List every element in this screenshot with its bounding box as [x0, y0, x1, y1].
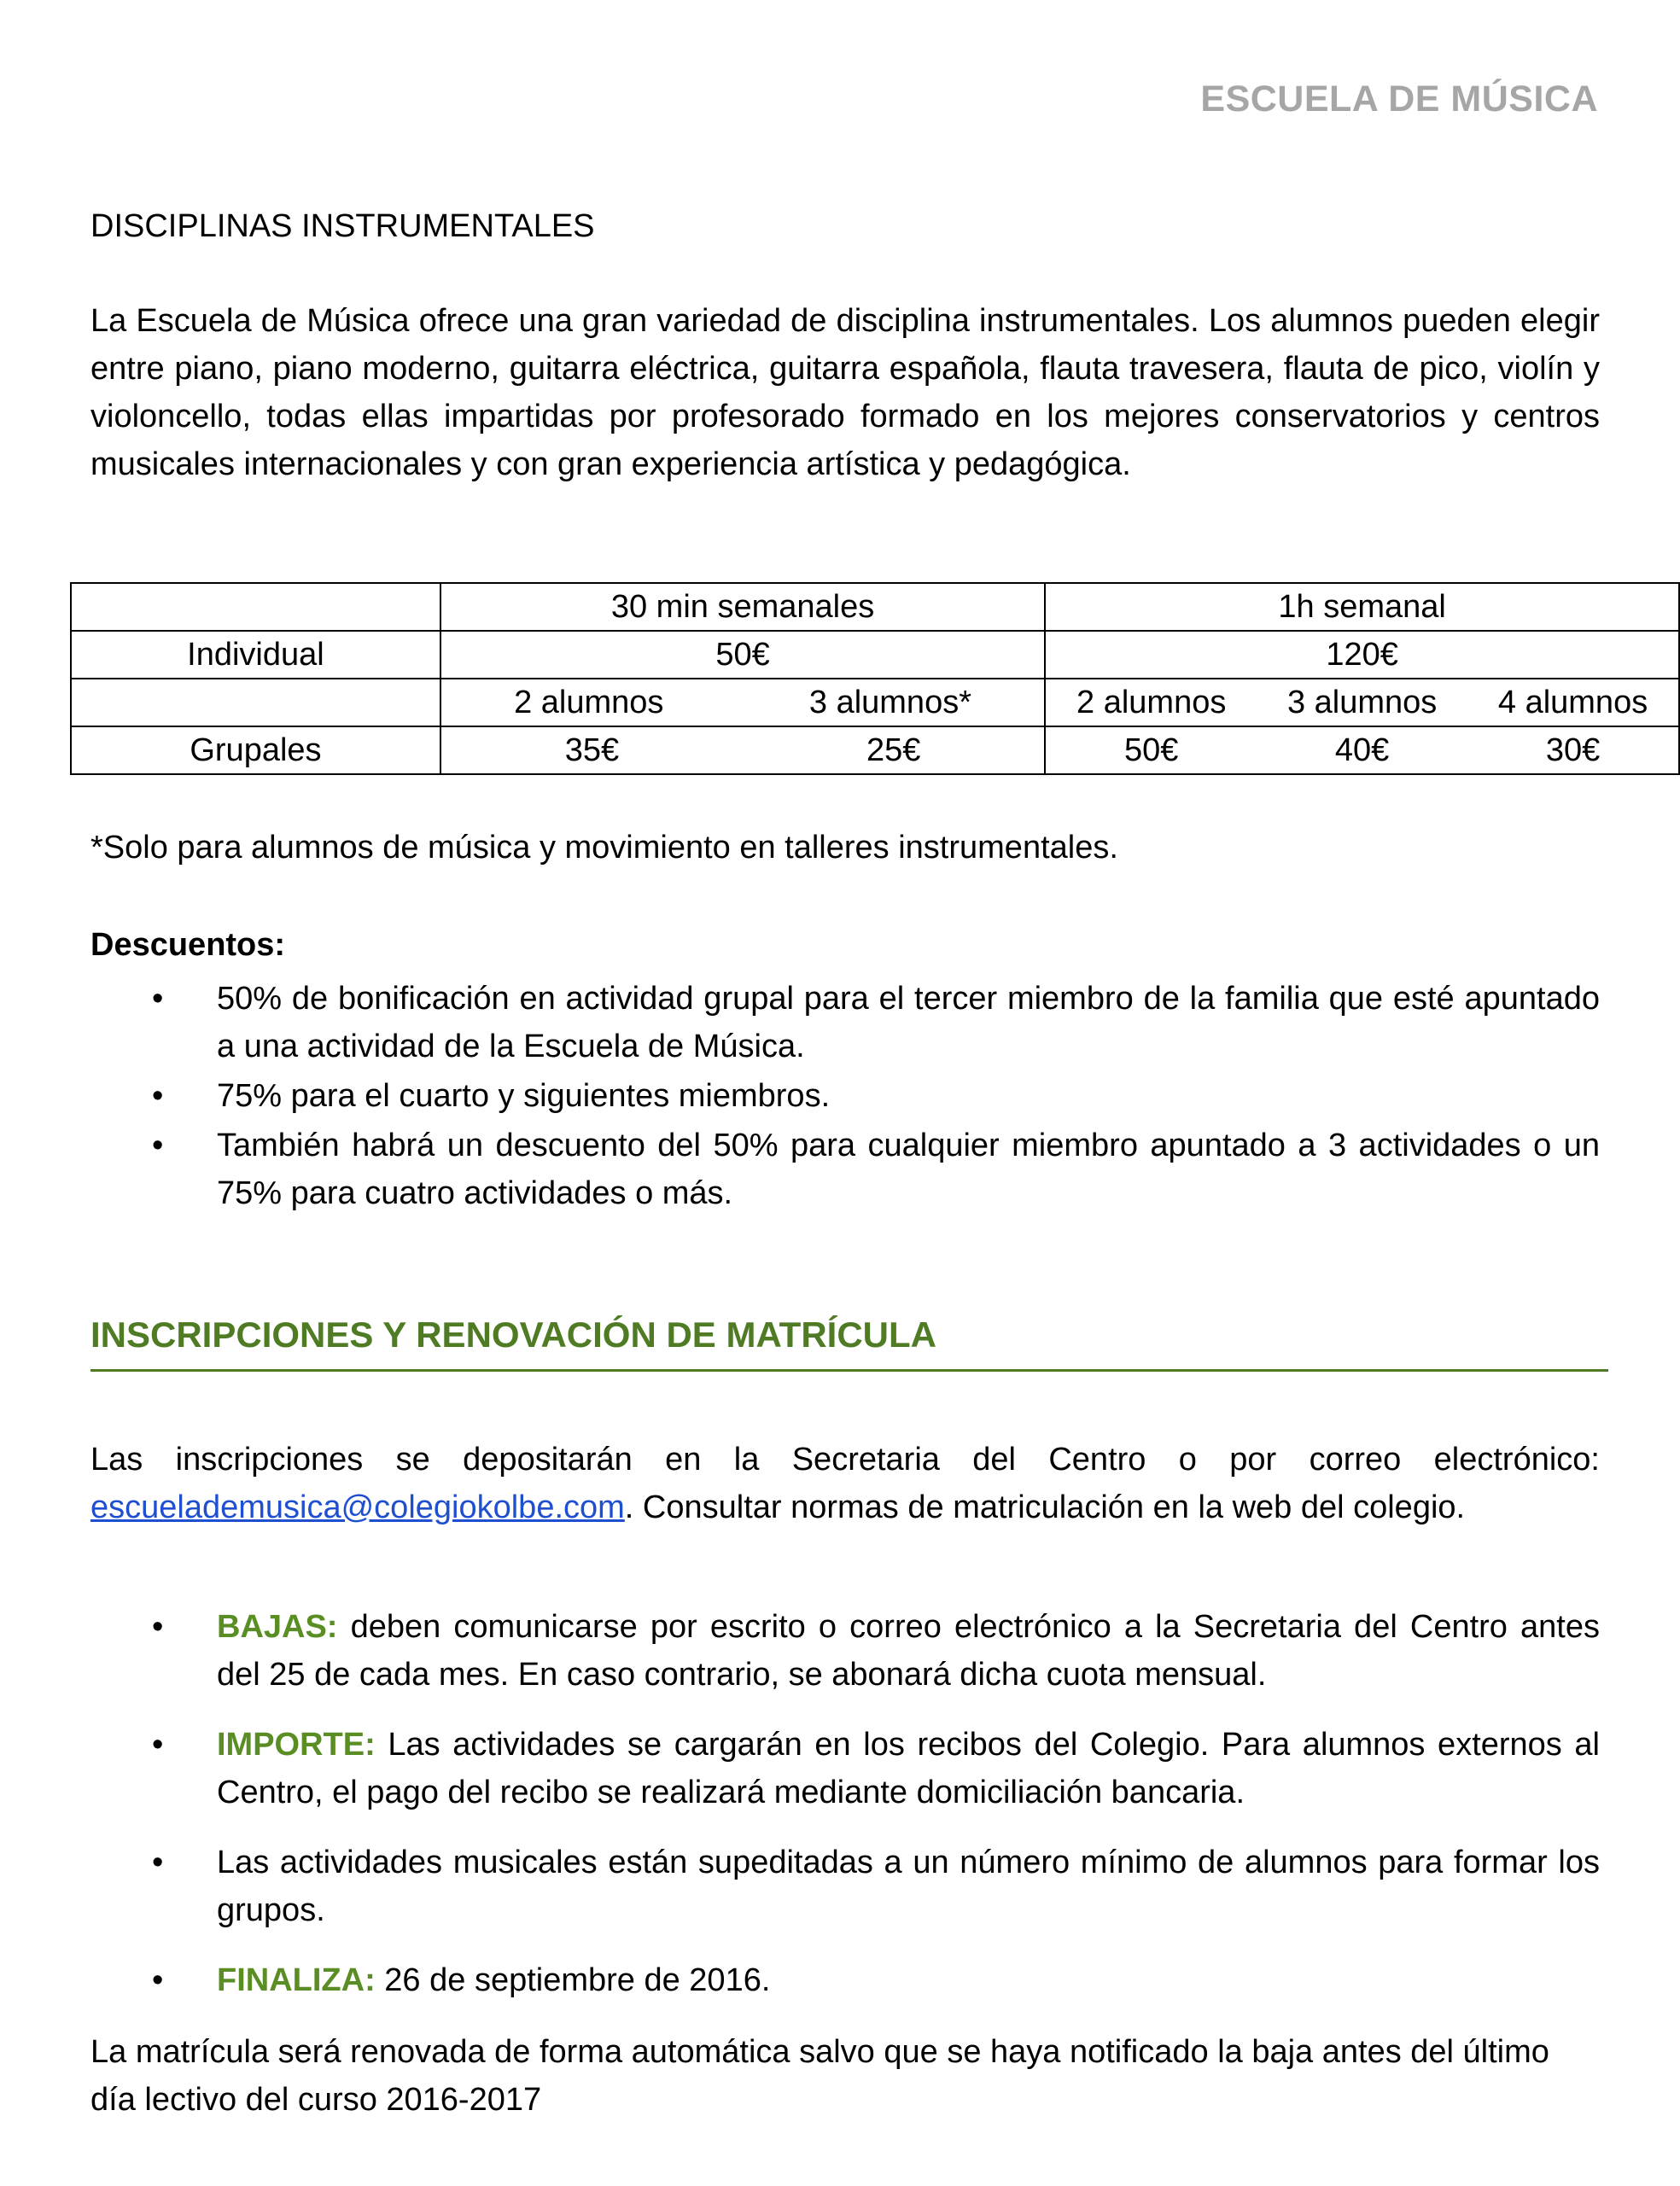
group-header: 2 alumnos [1076, 684, 1227, 720]
list-item [90, 1956, 1600, 2004]
rule-text: 26 de septiembre de 2016. [375, 1962, 771, 1998]
discounts-list [90, 975, 1600, 1219]
group-price: 35€ [564, 732, 620, 768]
discount-text: 75% para el cuarto y siguientes miembros. [217, 1078, 831, 1114]
inscriptions-text-after: . Consultar normas de matriculación en la web del colegio. [624, 1489, 1466, 1525]
table-row [71, 583, 1679, 631]
group-headers-30 [440, 679, 1045, 726]
group-headers-1h [1045, 679, 1679, 726]
col-header-1h: 1h semanal [1045, 583, 1679, 631]
inscriptions-heading: INSCRIPCIONES Y RENOVACIÓN DE MATRÍCULA [90, 1315, 936, 1355]
intro-paragraph: La Escuela de Música ofrece una gran variedad de disciplina instrumentales. Los alumnos pueden elegir entre piano, piano moderno, guitarra eléctrica, guitarra española, flauta travesera, flauta de pico, violín y violoncello, todas ellas impartidas por profesorado formado en los mejores conservatorios y centros musicales internacionales y con gran experiencia artística y pedagógica. [90, 303, 1600, 482]
group-header: 4 alumnos [1497, 684, 1648, 720]
page-header-title: ESCUELA DE MÚSICA [1200, 79, 1598, 120]
table-row [71, 726, 1679, 774]
list-item [90, 975, 1600, 1070]
bullet-icon: • [152, 981, 164, 1017]
heading-underline [90, 1369, 1608, 1372]
price-individual-30: 50€ [440, 631, 1045, 679]
rule-label: BAJAS: [217, 1609, 338, 1645]
discounts-title: Descuentos: [90, 927, 286, 963]
closing-paragraph: La matrícula será renovada de forma automática salvo que se haya notificado la baja antes del último día lectivo del curso 2016-2017 [90, 2034, 1549, 2118]
bullet-icon: • [152, 1962, 164, 1998]
rule-label: FINALIZA: [217, 1962, 376, 1998]
group-header: 3 alumnos [1286, 684, 1438, 720]
list-item [90, 1721, 1600, 1816]
discount-text: 50% de bonificación en actividad grupal para el tercer miembro de la familia que esté apuntado a una actividad de la Escuela de Música. [217, 981, 1600, 1064]
section-heading: DISCIPLINAS INSTRUMENTALES [90, 208, 595, 244]
rule-text: Las actividades musicales están supeditadas a un número mínimo de alumnos para formar los grupos. [217, 1845, 1600, 1928]
table-row [71, 631, 1679, 679]
group-price: 40€ [1334, 732, 1390, 768]
group-header: 2 alumnos [514, 684, 664, 720]
inscriptions-paragraph [90, 1436, 1600, 1531]
group-price: 30€ [1545, 732, 1601, 768]
bullet-icon: • [152, 1727, 164, 1763]
row-label-individual: Individual [71, 631, 440, 679]
group-price: 50€ [1123, 732, 1179, 768]
price-table [70, 582, 1680, 775]
group-prices-1h [1045, 726, 1679, 774]
table-cell-empty [71, 679, 440, 726]
list-item [90, 1122, 1600, 1217]
price-individual-1h: 120€ [1045, 631, 1679, 679]
rule-text: Las actividades se cargarán en los recibos del Colegio. Para alumnos externos al Centro, el pago del recibo se realizará mediante domiciliación bancaria. [217, 1727, 1600, 1810]
discount-text: También habrá un descuento del 50% para cualquier miembro apuntado a 3 actividades o un 75% para cuatro actividades o más. [217, 1128, 1600, 1211]
group-prices-30 [440, 726, 1045, 774]
bullet-icon: • [152, 1845, 164, 1880]
group-header: 3 alumnos* [808, 684, 971, 720]
table-row [71, 679, 1679, 726]
bullet-icon: • [152, 1078, 164, 1114]
rule-text: deben comunicarse por escrito o correo electrónico a la Secretaria del Centro antes del 25 de cada mes. En caso contrario, se abonará dicha cuota mensual. [217, 1609, 1600, 1693]
inscriptions-text: Las inscripciones se depositarán en la Secretaria del Centro o por correo electrónico: [90, 1442, 1600, 1478]
row-label-grupales: Grupales [71, 726, 440, 774]
table-footnote: *Solo para alumnos de música y movimiento en talleres instrumentales. [90, 830, 1118, 866]
rule-label: IMPORTE: [217, 1727, 376, 1763]
email-link[interactable]: escuelademusica@colegiokolbe.com [90, 1489, 625, 1525]
table-cell-empty [71, 583, 440, 631]
list-item [90, 1603, 1600, 1699]
bullet-icon: • [152, 1128, 164, 1163]
list-item [90, 1839, 1600, 1934]
list-item [90, 1072, 1600, 1120]
col-header-30min: 30 min semanales [440, 583, 1045, 631]
rules-list [90, 1603, 1600, 2026]
group-price: 25€ [866, 732, 921, 768]
bullet-icon: • [152, 1609, 164, 1645]
